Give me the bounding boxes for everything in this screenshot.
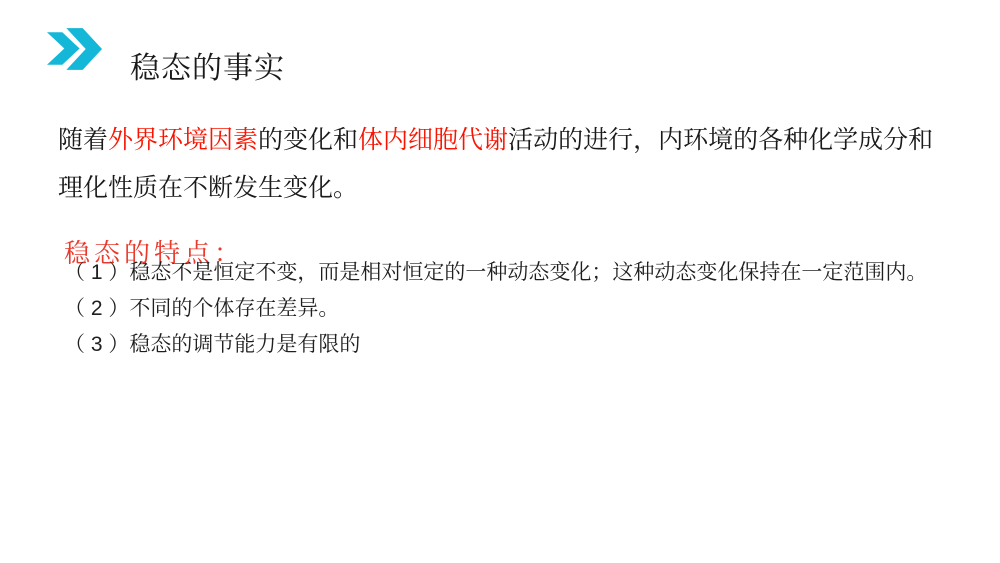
feature-item: （ 3 ）稳态的调节能力是有限的 [64,333,361,356]
highlighted-text: 体内细胞代谢 [358,126,509,154]
feature-item: （ 1 ）稳态不是恒定不变，而是相对恒定的一种动态变化；这种动态变化保持在一定范围内。 [64,261,928,284]
intro-line [58,164,958,212]
intro-paragraph [58,116,958,212]
highlighted-text: 外界环境因素 [108,126,259,154]
features-list [64,255,927,363]
text-run: 的变化和 [258,126,359,154]
text-run: 活动的进行，内环境的各种化学成分和 [508,126,934,154]
text-run: 随着 [58,126,109,154]
features-heading: 稳态的特点： [64,237,245,268]
slide-title: 稳态的事实 [130,52,285,86]
text-run: 理化性质在不断发生变化。 [58,174,359,202]
feature-item: （ 2 ）不同的个体存在差异。 [64,297,340,320]
double-chevron-right-icon [47,28,102,70]
intro-line [58,116,958,164]
